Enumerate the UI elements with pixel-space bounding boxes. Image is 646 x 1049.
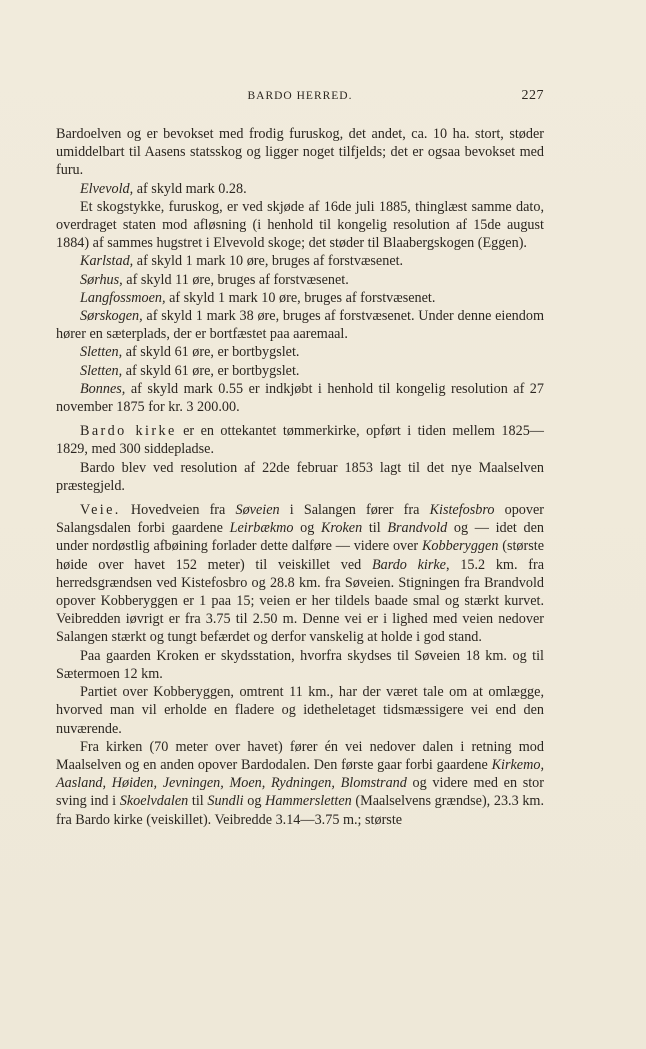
italic-name: Elvevold, [80, 180, 134, 197]
text-run: af skyld 1 mark 38 øre, bruges af forstvæsenet. Under denne eiendom hører en sæterplads, der er bortfæstet paa aaremaal. [56, 308, 544, 343]
paragraph-p5 [56, 271, 544, 289]
italic-name: Hammersletten [265, 793, 352, 810]
text-run: af skyld mark 0.28. [133, 180, 247, 197]
text-run: Fra kirken (70 meter over havet) fører én vei nedover dalen i retning mod Maalselven og en anden opover Bardodalen. Den første gaar forbi gaardene [56, 738, 544, 773]
paragraph-p9 [56, 362, 544, 380]
paragraph-p8 [56, 343, 544, 361]
text-run: og [293, 520, 321, 537]
paragraph-p13 [56, 501, 544, 647]
text-run: af skyld 61 øre, er bortbygslet. [122, 362, 300, 379]
text-run: og — idet den under nordøstlig afbøining forlader dette dalføre — videre over [56, 520, 545, 555]
page-number: 227 [521, 88, 544, 103]
italic-name: Skoelvdalen [119, 793, 189, 810]
text-run: og videre med en stor sving ind i [56, 775, 544, 810]
text-run: i Salangen fører fra [279, 502, 430, 519]
text-run: Et skogstykke, furuskog, er ved skjøde af 16de juli 1885, thinglæst samme dato, overdraget staten mod afløsning (i henhold til kongelig resolution af 15de august 1884) af sammes hugstret i Elvevold skoge; det støder til Blaabergskogen (Eggen). [56, 198, 544, 252]
paragraph-p7 [56, 307, 544, 343]
italic-name: Leirbækmo [229, 520, 294, 537]
italic-name: Kirkemo, Aasland, Høiden, Jevningen, Moen, Rydningen, Blomstrand [56, 756, 544, 792]
italic-name: Karlstad, [80, 253, 134, 270]
italic-name: Brandvold [387, 520, 448, 537]
paragraph-p1 [56, 125, 544, 180]
text-run: , 15.2 km. fra herredsgrændsen ved Kistefosbro og 28.8 km. fra Søveien. Stigningen fra Brandvold opover Kobberyggen er 1 paa 15; veien er her tildels baade smal og stærkt kurvet. Veibredden iøvrigt er fra 3.75 til 2.50 m. Denne vei er i lighed med veien nedover Salangen stærkt og tungt befærdet og derfor vanskelig at holde i god stand. [56, 556, 544, 646]
text-run: til [362, 520, 388, 537]
text-run: af skyld 11 øre, bruges af forstvæsenet. [122, 271, 349, 288]
italic-name: Bonnes, [80, 380, 126, 397]
text-run: er en ottekantet tømmerkirke, opført i tiden mellem 1825—1829, med 300 siddepladse. [56, 423, 544, 458]
text-run: af skyld 1 mark 10 øre, bruges af forstvæsenet. [133, 253, 404, 270]
italic-name: Kobberyggen [421, 538, 499, 555]
paragraph-p16 [56, 738, 544, 829]
paragraph-p12 [56, 459, 544, 495]
spaced-heading: Veie. [80, 502, 121, 519]
running-header [56, 90, 544, 106]
italic-name: Bardo kirke [371, 556, 446, 573]
paragraph-p4 [56, 252, 544, 270]
text-run: Bardoelven og er bevokset med frodig furuskog, det andet, ca. 10 ha. stort, støder umiddelbart til Aasens statsskog og ligger noget tilfjelds; det er ogsaa bevokset med furu. [56, 126, 544, 179]
italic-name: Langfossmoen, [80, 289, 166, 306]
spaced-heading: Bardo kirke [80, 423, 177, 440]
italic-name: Sundli [207, 793, 244, 810]
text-run: til [188, 793, 208, 810]
text-run: Hovedveien fra [120, 502, 236, 519]
italic-name: Søveien [235, 502, 280, 519]
italic-name: Kistefosbro [429, 502, 495, 519]
text-run: Paa gaarden Kroken er skydsstation, hvorfra skydses til Søveien 18 km. og til Sætermoen 12 km. [56, 647, 544, 682]
paragraph-p15 [56, 683, 544, 738]
text-run: Bardo blev ved resolution af 22de februar 1853 lagt til det nye Maalselven præstegjeld. [56, 459, 544, 494]
paragraph-p3 [56, 198, 544, 253]
text-run: af skyld 61 øre, er bortbygslet. [122, 344, 300, 361]
body-text [56, 125, 544, 829]
paragraph-p10 [56, 380, 544, 416]
text-run: opover Salangsdalen forbi gaardene [56, 502, 545, 537]
paragraph-p2 [56, 180, 544, 198]
paragraph-p11 [56, 422, 544, 458]
italic-name: Sørskogen, [80, 308, 143, 325]
italic-name: Sletten, [80, 362, 123, 379]
italic-name: Sørhus, [80, 271, 123, 288]
italic-name: Kroken [320, 520, 363, 537]
header-title: BARDO HERRED. [247, 90, 353, 102]
paragraph-p14 [56, 647, 544, 683]
text-run: (største høide over havet 152 meter) til veiskillet ved [56, 538, 544, 573]
text-run: af skyld mark 0.55 er indkjøbt i henhold til kongelig resolution af 27 november 1875 for kr. 3 200.00. [56, 380, 544, 416]
text-run: og [243, 793, 266, 810]
text-run: af skyld 1 mark 10 øre, bruges af forstvæsenet. [165, 289, 436, 306]
text-run: Partiet over Kobberyggen, omtrent 11 km., har der været tale om at omlægge, hvorved man vil erholde en fladere og idetheletaget tidsmæssigere vei end den nuværende. [56, 684, 544, 737]
text-run: (Maalselvens grændse), 23.3 km. fra Bardo kirke (veiskillet). Veibredde 3.14—3.75 m.; største [56, 793, 544, 828]
italic-name: Sletten, [80, 344, 123, 361]
paragraph-p6 [56, 289, 544, 307]
